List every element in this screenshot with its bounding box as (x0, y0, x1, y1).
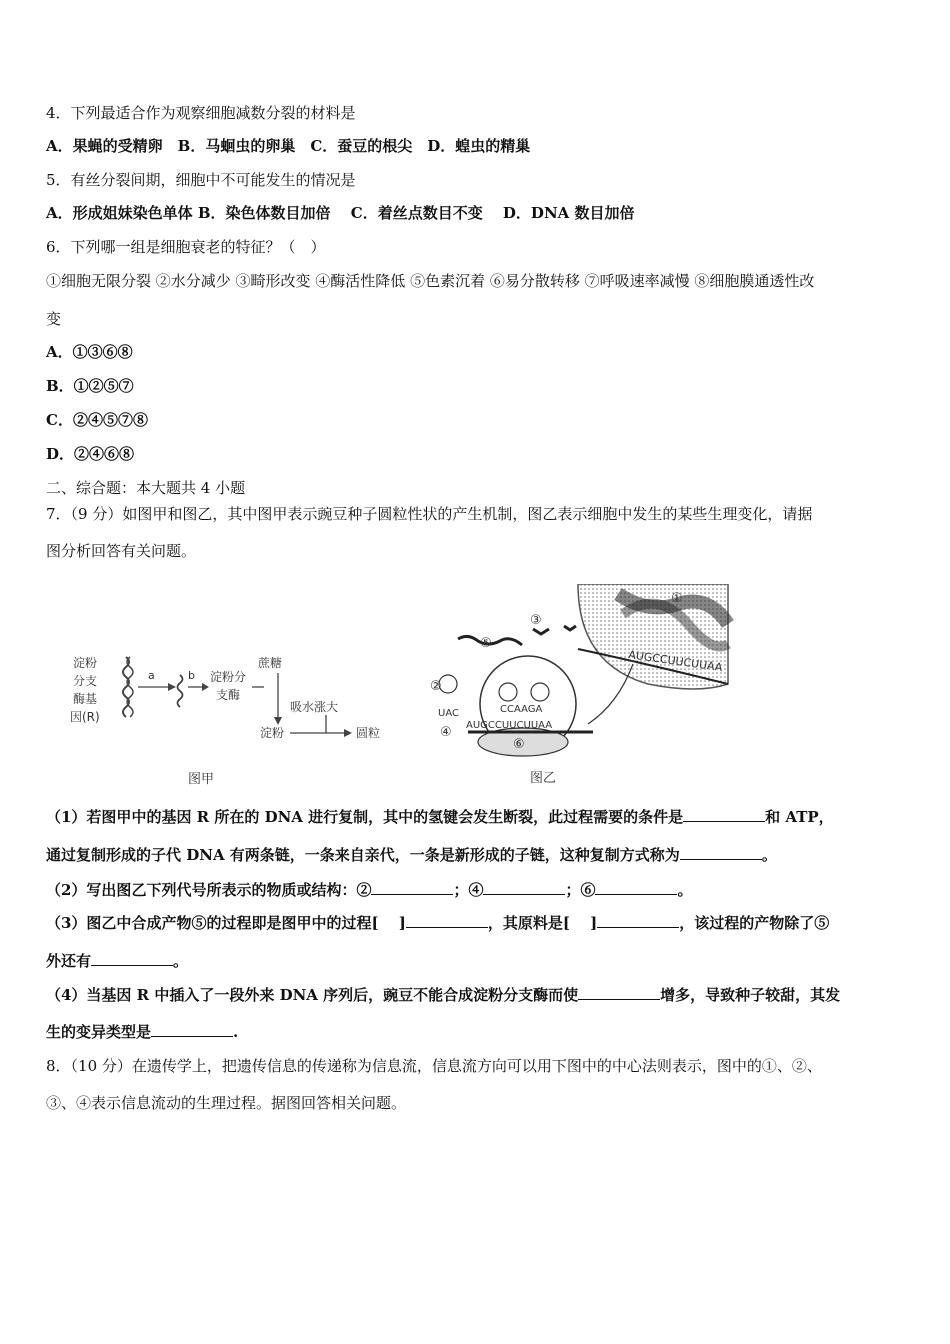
q6-option-c: C．②④⑤⑦⑧ (46, 411, 148, 429)
fig-jia-gene-label-4: 因(R) (70, 710, 100, 724)
answer-blank[interactable] (483, 880, 565, 895)
q7-p1-d: 。 (761, 846, 777, 864)
q6-option-d: D．②④⑥⑧ (46, 445, 135, 463)
q6-list-line1: ①细胞无限分裂 ②水分减少 ③畸形改变 ④酶活性降低 ⑤色素沉着 ⑥易分散转移 ⑦呼吸速率减慢 ⑧细胞膜通透性改 (46, 272, 815, 290)
answer-blank[interactable] (371, 880, 453, 895)
q7-p1-b: 和 ATP， (765, 808, 834, 826)
fig-jia-starch: 淀粉 (260, 726, 285, 740)
q7-p4-c: 生的变异类型是 (46, 1023, 152, 1041)
answer-blank[interactable] (578, 985, 660, 1000)
q4-options: A．果蝇的受精卵 B．马蛔虫的卵巢 C．蚕豆的根尖 D．蝗虫的精巢 (46, 137, 531, 155)
q7-p2-a: （2）写出图乙下列代号所表示的物质或结构：② (46, 881, 372, 899)
fig-jia-round: 圆粒 (356, 726, 381, 740)
q5-options: A．形成姐妹染色单体 B．染色体数目加倍 C．着丝点数目不变 D．DNA 数目加倍 (46, 204, 635, 222)
amino-acid-icon (533, 629, 549, 634)
q7-p4-b: 增多，导致种子较甜，其发 (660, 986, 841, 1004)
q7-p1-a: （1）若图甲中的基因 R 所在的 DNA 进行复制，其中的氢键会发生断裂，此过程需要的条件是 (46, 808, 684, 826)
arrow-b-head (202, 683, 209, 691)
arrow-a-head (168, 683, 176, 691)
mrna-wave-icon (178, 675, 183, 707)
q7-p3-c: ，该过程的产物除了⑤ (679, 914, 830, 932)
q7-p4-d: . (233, 1023, 239, 1041)
fig-jia-enzyme-2: 支酶 (216, 688, 241, 702)
fig-jia-sucrose: 蔗糖 (258, 656, 283, 670)
q6-option-b: B．①②⑤⑦ (46, 377, 134, 395)
fig-jia-water: 吸水涨大 (290, 700, 339, 714)
q7-p3-a: （3）图乙中合成产物⑤的过程即是图甲中的过程[ ] (46, 914, 406, 932)
q7-p2-line (46, 880, 693, 900)
mark-5: ⑤ (480, 636, 492, 651)
mark-4: ④ (440, 725, 452, 740)
codon2-label: CCAAGA (500, 704, 543, 715)
q7-p3-e: 。 (173, 952, 189, 970)
seq-top: AUGCCUUCUUAA (627, 648, 724, 675)
q7-stem-line1: 7．（9 分）如图甲和图乙，其中图甲表示豌豆种子圆粒性状的产生机制，图乙表示细胞中发生的某些生理变化，请据 (46, 505, 813, 523)
q8-stem-line1: 8．（10 分）在遗传学上，把遗传信息的传递称为信息流，信息流方向可以用下图中的中心法则表示，图中的①、②、 (46, 1057, 822, 1075)
section2-title: 二、综合题：本大题共 4 小题 (46, 479, 246, 497)
mark-2: ② (430, 679, 442, 694)
seq-bottom: AUGCCUUCUUAA (466, 720, 553, 731)
q7-p3-b: ，其原料是[ ] (487, 914, 598, 932)
mark-3: ③ (530, 613, 542, 628)
q7-stem-line2: 图分析回答有关问题。 (46, 542, 197, 560)
mark-6: ⑥ (513, 737, 525, 752)
q7-p3-line2 (46, 951, 188, 971)
answer-blank[interactable] (597, 913, 679, 928)
fig-jia-gene-label-1: 淀粉 (73, 656, 98, 670)
q7-p4-a: （4）当基因 R 中插入了一段外来 DNA 序列后，豌豆不能合成淀粉分支酶而使 (46, 986, 579, 1004)
arrow-sucrose-head (274, 717, 282, 725)
answer-blank[interactable] (406, 913, 488, 928)
q6-list-line2: 变 (46, 310, 62, 328)
anticodon-label: UAC (438, 708, 459, 719)
answer-blank[interactable] (683, 807, 765, 822)
answer-blank[interactable] (151, 1022, 233, 1037)
q7-p4-line1 (46, 985, 840, 1005)
mark-1: ① (671, 591, 683, 606)
q7-p2-d: 。 (677, 881, 693, 899)
q7-p2-c: ；⑥ (565, 881, 596, 899)
trna-icon-1 (439, 675, 457, 693)
answer-blank[interactable] (595, 880, 677, 895)
q7-p3-line1 (46, 913, 829, 933)
q7-p3-d: 外还有 (46, 952, 92, 970)
trna-icon-3 (531, 683, 549, 701)
q7-p1-line2 (46, 845, 777, 865)
amino-acid-icon-2 (564, 626, 576, 630)
fig-jia-label-b: b (188, 669, 195, 682)
q8-stem-line2: ③、④表示信息流动的生理过程。据图回答相关问题。 (46, 1094, 407, 1112)
q5-stem: 5．有丝分裂间期，细胞中不可能发生的情况是 (46, 171, 356, 189)
fig-jia-label-a: a (148, 669, 155, 682)
figure-jia (68, 645, 408, 790)
fig-jia-gene-label-2: 分支 (73, 674, 98, 688)
q6-option-a: A．①③⑥⑧ (46, 343, 133, 361)
fig-jia-enzyme-1: 淀粉分 (210, 670, 247, 684)
q7-p4-line2 (46, 1022, 238, 1042)
answer-blank[interactable] (91, 951, 173, 966)
q4-stem: 4．下列最适合作为观察细胞减数分裂的材料是 (46, 104, 356, 122)
fig-jia-gene-label-3: 酶基 (73, 692, 98, 706)
q7-p2-b: ；④ (453, 881, 484, 899)
fig-jia-caption: 图甲 (188, 772, 215, 787)
arrow-starch-head (344, 729, 352, 737)
trna-icon-2 (499, 683, 517, 701)
q7-p1-c: 通过复制形成的子代 DNA 有两条链，一条来自亲代，一条是新形成的子链，这种复制方式称为 (46, 846, 680, 864)
fig-yi-caption: 图乙 (530, 771, 557, 786)
q6-stem: 6．下列哪一组是细胞衰老的特征？（ ） (46, 238, 326, 256)
q7-p1-line1 (46, 807, 834, 827)
answer-blank[interactable] (680, 845, 762, 860)
figure-yi (428, 584, 738, 789)
